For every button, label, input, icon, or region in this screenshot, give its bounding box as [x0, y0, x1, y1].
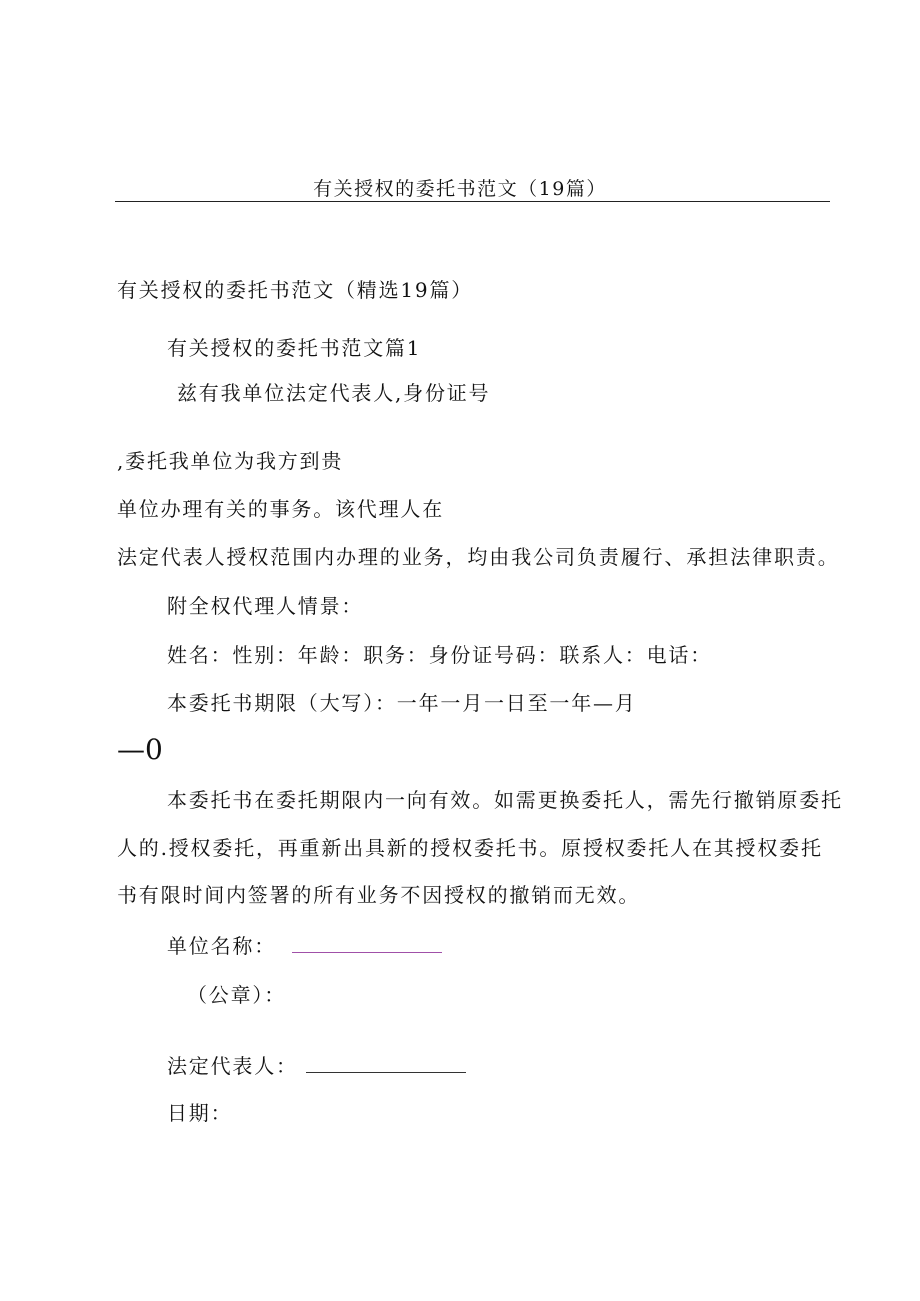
- paragraph-line: 姓名：性别：年龄：职务：身份证号码：联系人：电话：: [167, 643, 712, 667]
- paragraph-line: 兹有我单位法定代表人,身份证号: [177, 381, 491, 405]
- paragraph-line: 本委托书期限（大写）：一年一月一日至一年—月: [167, 691, 637, 715]
- unit-name-field: [167, 934, 442, 958]
- legal-rep-blank: [306, 1056, 466, 1073]
- unit-name-blank: [292, 936, 442, 953]
- unit-name-label: 单位名称：: [167, 934, 276, 958]
- paragraph-line: ,委托我单位为我方到贵: [117, 449, 344, 473]
- header-rule: [115, 201, 830, 202]
- paragraph-line: 单位办理有关的事务。该代理人在: [117, 497, 444, 521]
- paragraph-line: 本委托书在委托期限内一向有效。如需更换委托人，需先行撤销原委托: [167, 788, 843, 812]
- legal-rep-label: 法定代表人：: [167, 1054, 298, 1078]
- section-title: 有关授权的委托书范文篇1: [167, 336, 422, 360]
- date-label: 日期：: [167, 1101, 233, 1125]
- seal-label: （公章）：: [187, 983, 286, 1007]
- paragraph-line: 附全权代理人情景：: [167, 594, 364, 618]
- paragraph-line: —0: [117, 733, 163, 766]
- paragraph-line: 书有限时间内签署的所有业务不因授权的撤销而无效。: [117, 883, 641, 907]
- legal-rep-field: [167, 1054, 466, 1078]
- paragraph-line: 法定代表人授权范围内办理的业务，均由我公司负责履行、承担法律职责。: [117, 545, 840, 569]
- document-heading: 有关授权的委托书范文（精选19篇）: [117, 278, 474, 302]
- page-header-title: 有关授权的委托书范文（19篇）: [313, 178, 607, 200]
- paragraph-line: 人的.授权委托，再重新出具新的授权委托书。原授权委托人在其授权委托: [117, 836, 823, 860]
